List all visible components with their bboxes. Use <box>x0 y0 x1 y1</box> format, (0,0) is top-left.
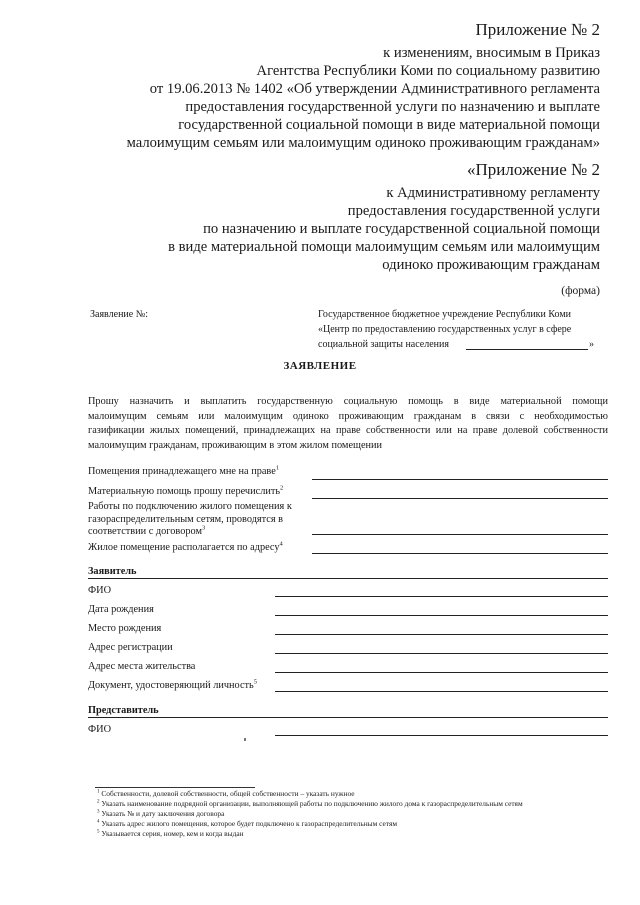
footnote-ref: 2 <box>280 484 284 492</box>
document-title: ЗАЯВЛЕНИЕ <box>283 360 357 372</box>
regulation-line: по назначению и выплате государственной социальной помощи <box>203 221 600 237</box>
footnote: $^1$ Собственности, долевой собственности, общей собственности – указать нужное <box>97 789 355 798</box>
ownership-label: Помещения принадлежащего мне на праве$^1$ <box>88 464 280 477</box>
residence-address-field[interactable] <box>275 672 608 673</box>
footnote: $^2$ Указать наименование подрядной организации, выполняющей работы по подключению жилого дома к газораспределительным сетям <box>97 799 523 808</box>
address-label: Жилое помещение располагается по адресу$^4$ <box>88 540 283 553</box>
request-text-line: газификации жилых помещений, принадлежащих на праве собственности или на праве долевой собственности <box>88 425 608 436</box>
form-label: (форма) <box>561 285 600 297</box>
request-text <box>88 395 608 453</box>
footnote-ref: 1 <box>275 464 280 472</box>
appendix-line: к изменениям, вносимым в Приказ <box>383 45 600 61</box>
addressee-line: «Центр по предоставлению государственных услуг в сфере <box>318 324 572 335</box>
birth-place-label: Место рождения <box>88 623 162 634</box>
appendix-title: Приложение № 2 <box>475 20 600 39</box>
residence-address-label: Адрес места жительства <box>88 661 196 672</box>
applicant-full-name-label: ФИО <box>88 585 112 596</box>
regulation-title: «Приложение № 2 <box>467 160 600 179</box>
appendix-line: малоимущим семьям или малоимущим одиноко проживающим гражданам» <box>126 135 600 151</box>
addressee-line: Государственное бюджетное учреждение Республики Коми <box>318 309 572 320</box>
appendix-line: Агентства Республики Коми по социальному развитию <box>256 63 600 79</box>
addressee-line: социальной защиты населения <box>318 339 449 350</box>
request-text-line: малоимущим гражданам, проживающим в этом жилом помещении <box>88 439 383 451</box>
applicant-section-title: Заявитель <box>88 566 137 577</box>
footnote-ref: 3 <box>201 524 206 532</box>
addressee-district-field[interactable] <box>466 349 588 350</box>
appendix-line: от 19.06.2013 № 1402 «Об утверждении Административного регламента <box>149 81 600 97</box>
request-text-line: Прошу назначить и выплатить государственную социальную помощь в виде материальной помощи <box>88 396 608 407</box>
regulation-line: к Административному регламенту <box>386 185 600 201</box>
registration-address-field[interactable] <box>275 653 608 654</box>
request-text-line: малоимущим семьям или малоимущим одиноко проживающим гражданам в связи с необходимостью <box>88 410 608 422</box>
footnote-ref: 4 <box>279 540 283 548</box>
section-divider <box>88 578 608 579</box>
registration-address-label: Адрес регистрации <box>88 642 173 653</box>
birth-date-field[interactable] <box>275 615 608 616</box>
appendix-line: государственной социальной помощи в виде материальной помощи <box>178 117 600 133</box>
regulation-line: в виде материальной помощи малоимущим семьям или малоимущим <box>168 239 600 255</box>
transfer-label: Материальную помощь прошу перечислить$^2$ <box>88 484 284 497</box>
regulation-line: одиноко проживающим гражданам <box>382 257 600 273</box>
footnote: $^5$ Указывается серия, номер, кем и когда выдан <box>97 829 244 838</box>
birth-date-label: Дата рождения <box>88 604 154 615</box>
address-field[interactable] <box>312 553 608 554</box>
representative-full-name-field[interactable] <box>275 735 608 736</box>
appendix-line: предоставления государственной услуги по назначению и выплате <box>185 99 600 115</box>
representative-full-name-label: ФИО <box>88 724 112 735</box>
contract-label: Работы по подключению жилого помещения к газораспределительным сетям, проводятся в соответствии с договором$^3$ <box>88 501 292 537</box>
section-divider <box>88 717 608 718</box>
scan-speck <box>244 738 246 741</box>
ownership-field[interactable] <box>312 479 608 480</box>
transfer-field[interactable] <box>312 498 608 499</box>
applicant-full-name-field[interactable] <box>275 596 608 597</box>
regulation-line: предоставления государственной услуги <box>347 203 600 219</box>
birth-place-field[interactable] <box>275 634 608 635</box>
identity-document-field[interactable] <box>275 691 608 692</box>
footnote-ref: 5 <box>253 678 257 686</box>
footnote: $^3$ Указать № и дату заключения договора <box>97 809 225 818</box>
footnote: $^4$ Указать адрес жилого помещения, которое будет подключено к газораспределительным сетям <box>97 819 398 828</box>
footnote-divider <box>95 787 255 788</box>
representative-section-title: Представитель <box>88 705 159 716</box>
identity-document-label: Документ, удостоверяющий личность$^5$ <box>88 678 257 691</box>
contract-field[interactable] <box>312 534 608 535</box>
addressee-closing-quote: » <box>589 339 594 350</box>
application-number-label: Заявление №: <box>90 309 149 320</box>
